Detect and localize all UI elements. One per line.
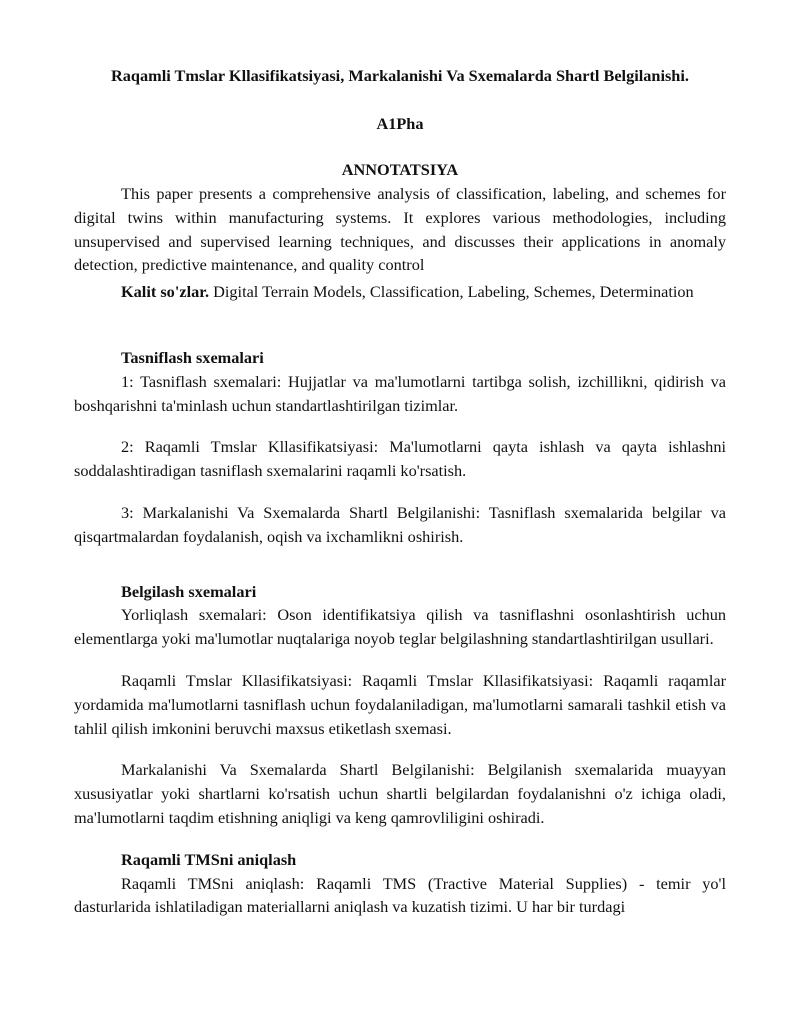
section-paragraph: Markalanishi Va Sxemalarda Shartl Belgilanishi: Belgilanish sxemalarida muayyan xususiyatlar yoki shartlarni ko'rsatish uchun shartli belgilardan foydalanishni o'z ichiga oladi, ma'lumotlarni taqdim etishning aniqligi va keng qamrovliligini oshiradi.	[74, 760, 726, 828]
section-paragraph: 1: Tasniflash sxemalari: Hujjatlar va ma'lumotlarni tartibga solish, izchillikni, qidirish va boshqarishni ta'minlash uchun standartlashtirilgan tizimlar.	[74, 371, 726, 415]
document-page	[74, 0, 726, 1035]
keywords-label: Kalit so'zlar.	[121, 282, 210, 302]
annotation-text: This paper presents a comprehensive analysis of classification, labeling, and schemes for digital twins within manufacturing systems. It explores various methodologies, including unsupervised and supervised learning techniques, and discusses their applications in anomaly detection, predictive maintenance, and quality control	[74, 184, 726, 275]
section-paragraph: Raqamli Tmslar Kllasifikatsiyasi: Raqamli Tmslar Kllasifikatsiyasi: Raqamli raqamlar yordamida ma'lumotlarni tasniflash uchun foydalaniladigan, ma'lumotlarni samarali tashkil etish va tahlil qilish imkonini beruvchi maxsus etiketlash sxemasi.	[74, 671, 726, 738]
document-title: Raqamli Tmslar Kllasifikatsiyasi, Markalanishi Va Sxemalarda Shartl Belgilanishi.	[111, 66, 689, 85]
keywords-paragraph	[74, 280, 726, 304]
section-heading-raqamli-tms: Raqamli TMSni aniqlash	[121, 849, 297, 869]
section-paragraph: Yorliqlash sxemalari: Oson identifikatsiya qilish va tasniflashni osonlashtirish uchun elementlarga yoki ma'lumotlar nuqtalariga noyob teglar belgilashning standartlashtirilgan usullari.	[74, 605, 726, 649]
section-paragraph: 2: Raqamli Tmslar Kllasifikatsiyasi: Ma'lumotlarni qayta ishlash va qayta ishlashni soddalashtiradigan tasniflash sxemalarini raqamli ko'rsatish.	[74, 437, 726, 481]
section-paragraph: 3: Markalanishi Va Sxemalarda Shartl Belgilanishi: Tasniflash sxemalarida belgilar va qisqartmalardan foydalanish, oqish va ixchamlikni oshirish.	[74, 503, 726, 546]
keywords-text: Digital Terrain Models, Classification, Labeling, Schemes, Determination	[209, 282, 694, 302]
section-heading-belgilash: Belgilash sxemalari	[121, 581, 257, 601]
annotation-heading: ANNOTATSIYA	[341, 160, 459, 180]
author-name: A1Pha	[376, 113, 424, 133]
section-heading-tasniflash: Tasniflash sxemalari	[121, 348, 264, 368]
section-paragraph: Raqamli TMSni aniqlash: Raqamli TMS (Tractive Material Supplies) - temir yo'l dasturlarida ishlatiladigan materiallarni aniqlash va kuzatish tizimi. U har bir turdagi	[74, 873, 726, 917]
